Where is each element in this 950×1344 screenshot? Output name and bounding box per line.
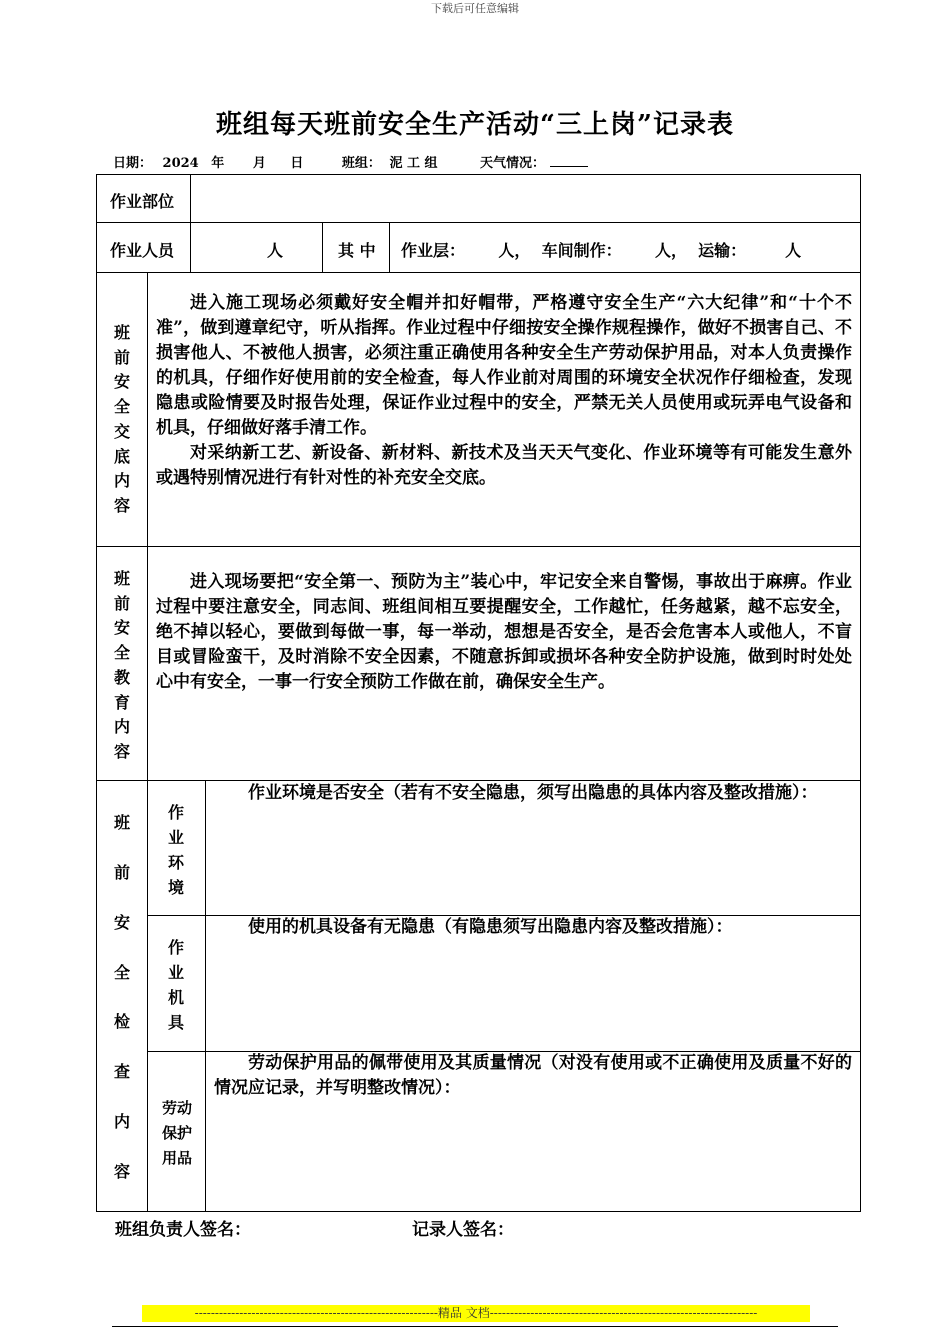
team-label: 班组： <box>341 156 381 171</box>
briefing-paragraph: 对采纳新工艺、新设备、新材料、新技术及当天天气变化、作业环境等有可能发生意外或遇特别情况进行有针对性的补充安全交底。 <box>156 443 852 488</box>
label-char: 全 <box>113 962 130 982</box>
staff-unit: 人 <box>267 241 284 260</box>
date-month-unit: 月 <box>252 156 266 171</box>
among-label: 其 中 <box>338 241 376 260</box>
label-char: 环 <box>167 853 184 872</box>
education-content <box>156 570 852 695</box>
briefing-paragraph: 进入施工现场必须戴好安全帽并扣好帽带，严格遵守安全生产“六大纪律”和“十个不准”，做到遵章纪守，听从指挥。作业过程中仔细按安全操作规程操作，做好不损害自己、不损害他人、不被他人损害，必须注重正确使用各种安全生产劳动保护用品，对本人负责操作的机具，仔细作好使用前的安全检查，每人作业前对周围的环境安全状况作仔细检查，发现隐患或险情要及时报告处理，保证作业过程中的安全，严禁无关人员使用或玩弄电气设备和机具，仔细做好落手清工作。 <box>156 293 852 438</box>
inspection-row-label: 劳动保护用品 <box>161 1099 192 1167</box>
label-char: 机 <box>167 988 184 1007</box>
label-char: 容 <box>113 741 130 761</box>
top-note: 下载后可任意编辑 <box>431 2 519 15</box>
label-char: 作 <box>167 803 184 822</box>
briefing-label <box>112 320 132 516</box>
inspection-row-label <box>166 935 186 1033</box>
label-char: 前 <box>113 347 130 367</box>
col-divider <box>389 222 390 272</box>
label-char: 具 <box>167 1013 184 1032</box>
dept-label: 作业部位 <box>110 192 175 211</box>
education-paragraph: 进入现场要把“安全第一、预防为主”装心中，牢记安全来自警惕，事故出于麻痹。作业过程中要注意安全，同志间、班组间相互要提醒安全，工作越忙，任务越紧，越不忘安全，绝不掉以轻心，要做到每做一事，每一举动，想想是否安全，是否会危害本人或他人，不盲目或冒险蛮干，及时消除不安全因素，不随意拆卸或损坏各种安全防护设施，做到时时处处心中有安全，一事一行安全预防工作做在前，确保安全生产。 <box>156 572 852 692</box>
inspection-row-text: 作业环境是否安全（若有不安全隐患，须写出隐患的具体内容及整改措施）： <box>248 783 818 803</box>
date-year-unit: 年 <box>211 156 225 171</box>
weather-label: 天气情况： <box>480 156 546 171</box>
label-char: 前 <box>113 593 130 613</box>
label-char: 安 <box>113 618 130 638</box>
label-char: 业 <box>167 828 184 847</box>
footer-banner: ------------------------------------------------------------精品 文档------------------------------------------------------------------ <box>142 1305 810 1322</box>
col-divider <box>190 174 191 272</box>
inspection-row-text: 使用的机具设备有无隐患（有隐患须写出隐患内容及整改措施）： <box>248 917 733 937</box>
label-char: 育 <box>113 692 130 712</box>
row-divider <box>96 222 861 223</box>
col-divider <box>322 222 323 272</box>
row-divider <box>96 546 861 547</box>
date-day-unit: 日 <box>290 156 304 171</box>
inspection-row-text: 劳动保护用品的佩带使用及其质量情况（对没有使用或不正确使用及质量不好的情况应记录，并写明整改情况）： <box>214 1053 852 1098</box>
label-char: 内 <box>113 471 130 491</box>
label-char: 班 <box>113 323 130 342</box>
label-char: 境 <box>167 878 184 897</box>
date-label: 日期： <box>113 156 153 171</box>
label-char: 检 <box>113 1012 130 1032</box>
label-char: 内 <box>113 717 130 737</box>
label-char: 安 <box>113 912 130 932</box>
inspection-label <box>112 810 132 1182</box>
table-border <box>860 174 861 1212</box>
staff-label: 作业人员 <box>110 241 175 260</box>
footer-rule <box>112 1326 838 1327</box>
leader-signature-label: 班组负责人签名： <box>115 1220 251 1240</box>
label-char: 全 <box>113 643 130 663</box>
table-border <box>96 174 861 175</box>
label-char: 全 <box>113 397 130 417</box>
row-divider <box>96 272 861 273</box>
label-char: 内 <box>113 1112 130 1132</box>
label-char: 教 <box>113 667 130 687</box>
staff-breakdown: 作业层： 人， 车间制作： 人， 运输： 人 <box>401 241 802 260</box>
label-char: 容 <box>113 1161 130 1181</box>
briefing-content <box>156 291 852 491</box>
label-char: 业 <box>167 963 184 982</box>
label-char: 容 <box>113 495 130 515</box>
label-char: 作 <box>167 938 184 957</box>
label-char: 安 <box>113 372 130 392</box>
table-border <box>96 174 97 1212</box>
label-char: 班 <box>113 569 130 588</box>
education-label <box>112 566 132 762</box>
date-year: 2024 <box>162 156 199 171</box>
inspection-row-label <box>166 800 186 898</box>
table-border <box>96 1211 861 1212</box>
label-char: 交 <box>113 421 130 441</box>
team-value: 泥 工 组 <box>389 156 438 171</box>
recorder-signature-label: 记录人签名： <box>412 1220 514 1240</box>
col-divider <box>147 272 148 1212</box>
label-char: 班 <box>113 813 130 832</box>
label-char: 查 <box>113 1062 130 1082</box>
col-divider <box>205 780 206 1212</box>
label-char: 底 <box>113 446 130 466</box>
page-title: 班组每天班前安全生产活动“三上岗”记录表 <box>216 110 734 140</box>
dept-value-field[interactable] <box>195 178 855 218</box>
label-char: 前 <box>113 862 130 882</box>
